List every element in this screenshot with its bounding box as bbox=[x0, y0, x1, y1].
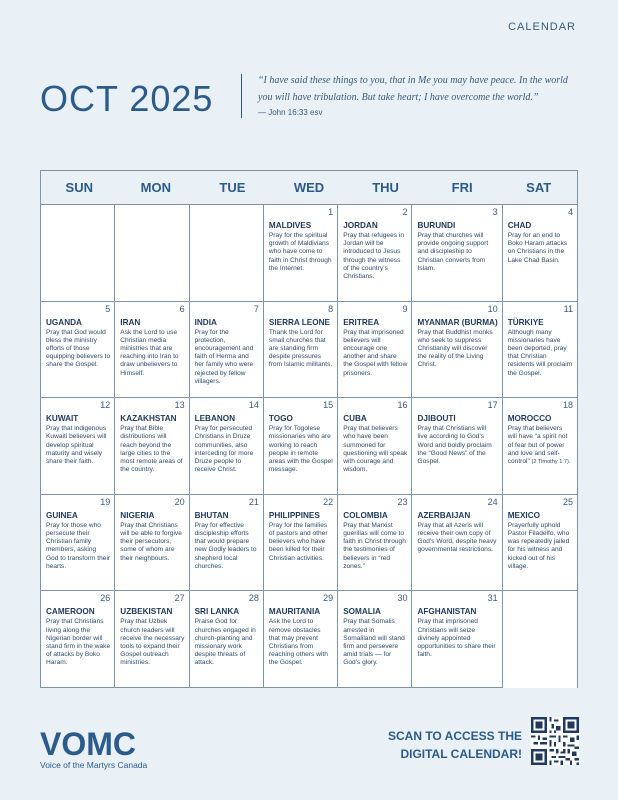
day-cell bbox=[503, 302, 577, 399]
day-cell bbox=[41, 591, 115, 688]
country-name: DJIBOUTI bbox=[417, 414, 456, 424]
day-cell bbox=[264, 398, 338, 495]
prayer-body: Pray that Bible distributions will reach beyond the large cities to the most remote areas of the country. bbox=[120, 425, 183, 474]
weekday-mon: MON bbox=[140, 180, 172, 195]
country-name: MOROCCO bbox=[507, 414, 552, 424]
qr-code-icon[interactable] bbox=[531, 717, 579, 765]
prayer-text bbox=[269, 618, 333, 667]
prayer-body: Thank the Lord for small churches that are standing firm despite pressures from Islamic militants. bbox=[268, 328, 333, 369]
prayer-text bbox=[269, 329, 333, 370]
day-number: 14 bbox=[248, 400, 259, 411]
prayer-text bbox=[120, 329, 184, 378]
country-name: AZERBAIJAN bbox=[417, 510, 471, 520]
day-number: 27 bbox=[174, 593, 185, 604]
country-name: UZBEKISTAN bbox=[120, 607, 173, 617]
day-cell bbox=[503, 205, 577, 302]
prayer-text bbox=[195, 329, 259, 386]
day-number: 2 bbox=[402, 207, 408, 217]
day-number: 31 bbox=[487, 593, 498, 604]
day-number: 1 bbox=[328, 207, 334, 217]
day-number: 7 bbox=[253, 303, 259, 314]
country-name: MYANMAR (BURMA) bbox=[417, 317, 498, 327]
country-name: CAMEROON bbox=[46, 607, 95, 617]
day-cell bbox=[41, 495, 115, 592]
day-cell bbox=[412, 495, 502, 592]
scripture-quote: “I have said these things to you, that in Me you may have peace. In the world you will have tribulation. But take heart; I have overcome the world.” bbox=[258, 75, 568, 103]
prayer-body: Pray that Marxist guerillas will come to faith in Christ through the testimonies of believers in “red zones.” bbox=[343, 521, 406, 570]
prayer-body: Pray that refugees in Jordan will be introduced to Jesus through the witness of the country’s Christians. bbox=[343, 232, 405, 281]
month-title: OCT 2025 bbox=[40, 78, 214, 119]
prayer-text bbox=[417, 329, 497, 370]
prayer-body: Pray that imprisoned Christians will seize divinely appointed opportunities to share their faith. bbox=[417, 618, 496, 659]
country-name: ERITREA bbox=[343, 317, 380, 327]
calendar-grid bbox=[40, 170, 578, 688]
prayer-body: Pray for the families of pastors and other believers who have been killed for their Christian activities. bbox=[268, 521, 328, 562]
vomc-logo: VOMC bbox=[40, 726, 136, 762]
prayer-text bbox=[343, 425, 407, 474]
country-name: CHAD bbox=[507, 221, 532, 230]
prayer-body: Although many missionaries have been deported, pray that Christian residents will proclaim the Gospel. bbox=[507, 328, 573, 377]
scan-callout bbox=[388, 727, 522, 763]
prayer-body: Pray that Christians living along the Nigerian border will stand firm in the wake of attacks by Boko Haram. bbox=[46, 618, 111, 667]
calendar-label: CALENDAR bbox=[508, 21, 576, 33]
country-name: IRAN bbox=[120, 317, 141, 327]
prayer-body: Pray that God would bless the ministry efforts of those equipping believers to share the Gospel. bbox=[46, 328, 111, 369]
prayer-body: Pray that believers who have been summoned for questioning will speak with courage and wisdom. bbox=[343, 425, 408, 474]
prayer-body: Pray for persecuted Christians in Druze communities, also interceding for more Druze people to receive Christ. bbox=[194, 425, 254, 474]
day-number: 9 bbox=[402, 303, 408, 314]
day-cell bbox=[412, 398, 502, 495]
day-number: 5 bbox=[105, 303, 111, 314]
prayer-text bbox=[508, 329, 573, 378]
day-number: 15 bbox=[323, 400, 334, 411]
prayer-text bbox=[508, 522, 573, 571]
prayer-text bbox=[195, 522, 259, 571]
day-number: 29 bbox=[323, 593, 334, 604]
prayer-text bbox=[46, 425, 110, 466]
day-cell bbox=[338, 591, 412, 688]
country-name: GUINEA bbox=[46, 510, 78, 520]
scan-line-2: DIGITAL CALENDAR! bbox=[400, 747, 522, 761]
day-cell bbox=[41, 398, 115, 495]
day-cells bbox=[41, 205, 577, 688]
day-cell bbox=[115, 591, 189, 688]
day-cell bbox=[264, 302, 338, 399]
prayer-body: Pray that Uzbek church leaders will receive the necessary tools to expand their Gospel outreach ministries. bbox=[120, 618, 185, 667]
prayer-text bbox=[417, 425, 497, 466]
country-name: INDIA bbox=[194, 317, 217, 327]
day-cell bbox=[115, 495, 189, 592]
day-number: 22 bbox=[323, 496, 334, 507]
day-cell bbox=[503, 398, 577, 495]
day-cell bbox=[190, 398, 264, 495]
day-number: 16 bbox=[397, 400, 408, 411]
prayer-text bbox=[417, 232, 497, 273]
day-number: 8 bbox=[328, 303, 334, 314]
day-cell bbox=[264, 495, 338, 592]
prayer-body: Pray for Togolese missionaries who are working to reach people in remote areas with the Gospel message. bbox=[268, 425, 333, 474]
prayer-body: Pray that imprisoned believers will encourage one another and share the Gospel with fellow prisoners. bbox=[343, 328, 408, 377]
day-cell bbox=[412, 302, 502, 399]
prayer-body: Pray for those who persecute their Christian family members, asking God to transform their hearts. bbox=[46, 521, 111, 570]
weekday-tue: TUE bbox=[219, 180, 246, 195]
day-cell bbox=[190, 495, 264, 592]
scan-line-1: SCAN TO ACCESS THE bbox=[387, 729, 522, 743]
prayer-text bbox=[120, 618, 184, 667]
country-name: UGANDA bbox=[46, 317, 82, 327]
prayer-body: Pray that Christians will be able to forgive their persecutors, some of whom are their neighbours. bbox=[120, 521, 182, 562]
country-name: AFGHANISTAN bbox=[417, 607, 477, 617]
scripture-reference: — John 16:33 esv bbox=[258, 108, 323, 117]
country-name: CUBA bbox=[343, 414, 367, 424]
country-name: PHILIPPINES bbox=[268, 510, 320, 520]
day-cell bbox=[190, 591, 264, 688]
day-number: 17 bbox=[487, 400, 498, 411]
country-name: SIERRA LEONE bbox=[268, 317, 331, 327]
prayer-text bbox=[508, 232, 573, 265]
day-number: 3 bbox=[492, 207, 498, 217]
prayer-body: Pray for effective discipleship efforts that would prepare new Godly leaders to shepherd local churches. bbox=[194, 521, 257, 570]
prayer-text bbox=[46, 329, 110, 370]
country-name: TOGO bbox=[268, 414, 293, 424]
day-cell bbox=[190, 302, 264, 399]
prayer-text bbox=[46, 522, 110, 571]
country-name: BHUTAN bbox=[194, 510, 229, 520]
day-number: 6 bbox=[179, 303, 185, 314]
day-number: 26 bbox=[100, 593, 111, 604]
prayer-text bbox=[343, 618, 407, 667]
prayer-text bbox=[508, 425, 573, 466]
day-number: 12 bbox=[100, 400, 111, 411]
day-number: 20 bbox=[174, 496, 185, 507]
day-number: 23 bbox=[397, 496, 408, 507]
prayer-text bbox=[269, 522, 333, 563]
prayer-text bbox=[269, 232, 333, 273]
day-cell bbox=[264, 205, 338, 302]
prayer-body: Pray that all Azeris will receive their own copy of God’s Word, despite heavy governmental restrictions. bbox=[417, 521, 497, 554]
prayer-text bbox=[120, 522, 184, 563]
day-cell bbox=[338, 495, 412, 592]
prayer-body: Pray that churches will provide ongoing support and discipleship to Christian converts from Islam. bbox=[417, 232, 489, 272]
day-number: 21 bbox=[248, 496, 259, 507]
prayer-body: Pray for the protection, encouragement and faith of Herma and her family who were rejected by fellow villagers. bbox=[194, 328, 254, 385]
day-cell bbox=[412, 205, 502, 302]
prayer-reference: (2 Timothy 1:7). bbox=[531, 459, 571, 465]
country-name: COLOMBIA bbox=[343, 510, 388, 520]
day-cell bbox=[338, 205, 412, 302]
prayer-body: Pray that indigenous Kuwaiti believers will develop spiritual maturity and wisely share their faith. bbox=[46, 425, 107, 465]
country-name: KUWAIT bbox=[46, 414, 79, 424]
weekday-wed: WED bbox=[293, 180, 325, 195]
day-cell bbox=[115, 302, 189, 399]
day-number: 19 bbox=[100, 496, 111, 507]
prayer-text bbox=[195, 425, 259, 474]
prayer-body: Pray for the spiritual growth of Maldivians who have come to faith in Christ through the Internet. bbox=[268, 232, 332, 272]
country-name: KAZAKHSTAN bbox=[120, 414, 177, 424]
empty-cell bbox=[503, 591, 577, 688]
country-name: SOMALIA bbox=[343, 607, 381, 617]
prayer-text bbox=[343, 329, 407, 378]
prayer-text bbox=[46, 618, 110, 667]
country-name: BURUNDI bbox=[417, 221, 456, 230]
day-number: 30 bbox=[397, 593, 408, 604]
day-number: 11 bbox=[563, 303, 573, 314]
prayer-text bbox=[343, 522, 407, 571]
day-number: 18 bbox=[562, 400, 573, 411]
country-name: MAURITANIA bbox=[268, 607, 321, 617]
day-number: 24 bbox=[487, 496, 498, 507]
country-name: LEBANON bbox=[194, 414, 236, 424]
prayer-body: Ask the Lord to use Christian media ministries that are reaching into Iran to draw unbelievers to Himself. bbox=[120, 328, 179, 377]
day-cell bbox=[264, 591, 338, 688]
prayer-body: Prayerfully uphold Pastor Filadelfo, who was repeatedly jailed for his witness and kicked out of his village. bbox=[507, 521, 570, 570]
day-cell bbox=[41, 302, 115, 399]
prayer-body: Pray that Somalis arrested in Somaliland will stand firm and persevere amid trials — for God’s glory. bbox=[343, 618, 405, 667]
day-number: 13 bbox=[174, 400, 185, 411]
prayer-body: Pray that Christians will live according to God’s Word and boldly proclaim the “Good News” of the Gospel. bbox=[417, 425, 492, 465]
weekday-header bbox=[41, 171, 577, 205]
weekday-sun: SUN bbox=[65, 180, 93, 195]
empty-cell bbox=[41, 205, 115, 302]
country-name: JORDAN bbox=[343, 221, 378, 230]
prayer-body: Ask the Lord to remove obstacles that may prevent Christians from reaching others with the Gospel. bbox=[268, 618, 328, 667]
day-number: 4 bbox=[567, 207, 573, 217]
prayer-text bbox=[343, 232, 407, 281]
day-cell bbox=[338, 302, 412, 399]
weekday-sat: SAT bbox=[526, 180, 552, 195]
prayer-body: Pray that believers will have “a spirit not of fear but of power and love and self-control” bbox=[507, 425, 568, 465]
day-cell bbox=[412, 591, 502, 688]
empty-cell bbox=[115, 205, 189, 302]
day-cell bbox=[503, 495, 577, 592]
header-divider bbox=[241, 74, 242, 118]
prayer-body: Pray for an end to Boko Haram attacks on Christians in the Lake Chad Basin. bbox=[507, 232, 568, 264]
day-number: 28 bbox=[248, 593, 259, 604]
day-number: 10 bbox=[487, 303, 498, 314]
weekday-fri: FRI bbox=[451, 180, 473, 195]
prayer-text bbox=[195, 618, 259, 667]
day-number: 25 bbox=[562, 496, 573, 507]
prayer-text bbox=[417, 522, 497, 555]
country-name: TÜRKIYE bbox=[507, 317, 544, 327]
prayer-text bbox=[269, 425, 333, 474]
day-cell bbox=[338, 398, 412, 495]
day-cell bbox=[115, 398, 189, 495]
weekday-thu: THU bbox=[372, 180, 399, 195]
country-name: MEXICO bbox=[507, 510, 540, 520]
prayer-text bbox=[417, 618, 497, 659]
prayer-body: Praise God for churches engaged in church-planting and missionary work despite threats of attack. bbox=[194, 618, 256, 667]
country-name: NIGERIA bbox=[120, 510, 155, 520]
empty-cell bbox=[190, 205, 264, 302]
prayer-body: Pray that Buddhist monks who seek to suppress Christianity will discover the reality of the Living Christ. bbox=[417, 328, 493, 369]
prayer-text bbox=[120, 425, 184, 474]
country-name: SRI LANKA bbox=[194, 607, 240, 617]
country-name: MALDIVES bbox=[268, 221, 312, 230]
vomc-tagline: Voice of the Martyrs Canada bbox=[40, 760, 148, 770]
